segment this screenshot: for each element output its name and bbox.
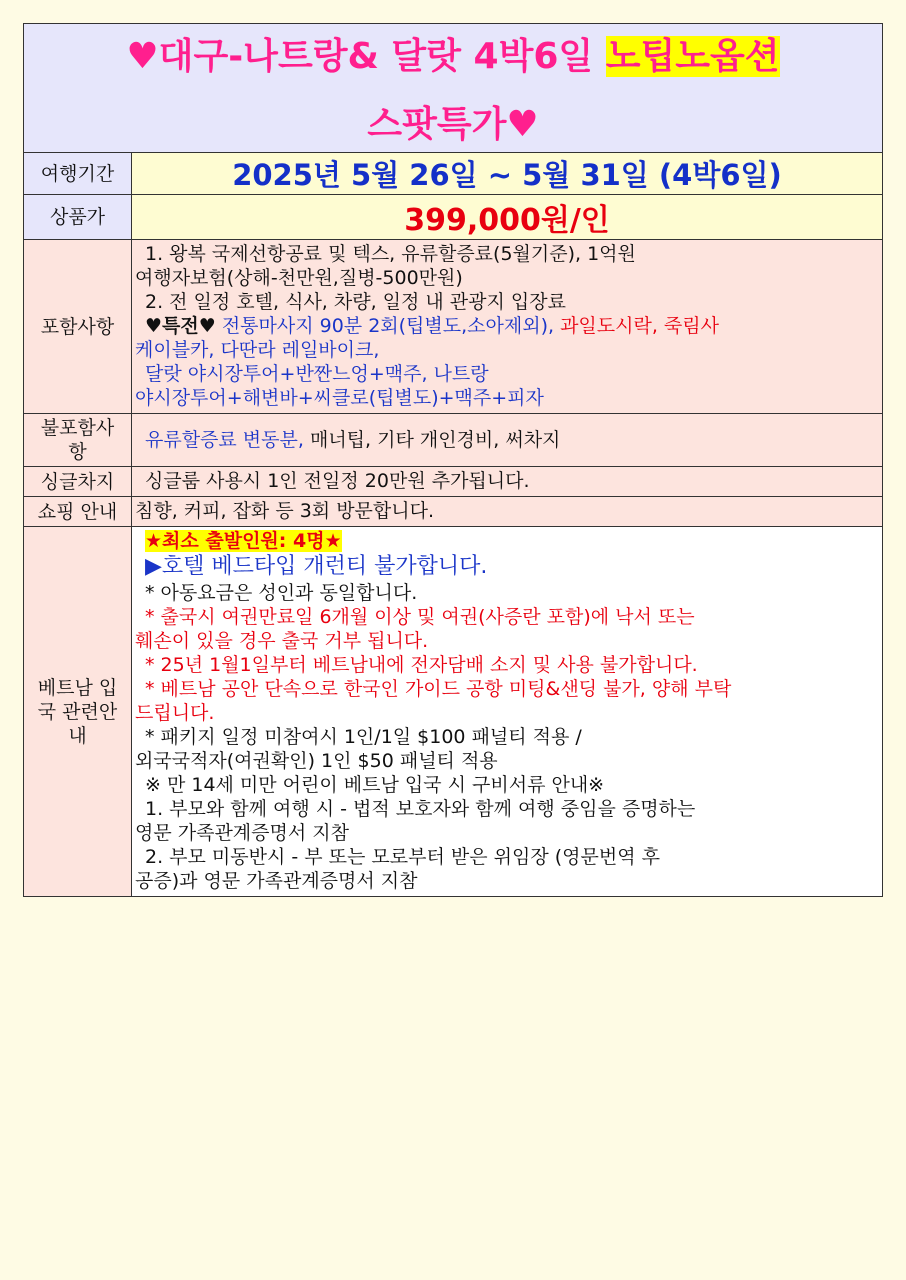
police-notice-2: 드립니다. [135, 702, 215, 724]
minor-docs-1a: 1. 부모와 함께 여행 시 - 법적 보호자와 함께 여행 중임을 증명하는 [145, 798, 696, 820]
penalty-notice-2: 외국국적자(여권확인) 1인 $50 패널티 적용 [135, 750, 498, 772]
single-label: 싱글차지 [24, 467, 132, 497]
passport-notice-1: * 출국시 여권만료일 6개월 이상 및 여권(사증란 포함)에 낙서 또는 [145, 606, 695, 628]
period-value: 2025년 5월 26일 ~ 5월 31일 (4박6일) [132, 153, 883, 195]
included-line-6: 달랏 야시장투어+반짠느엉+맥주, 나트랑 [145, 363, 489, 385]
excluded-row [24, 414, 883, 467]
included-content [132, 240, 883, 414]
period-label: 여행기간 [24, 153, 132, 195]
minor-docs-2b: 공증)과 영문 가족관계증명서 지참 [135, 870, 418, 892]
excluded-label: 불포함사항 [24, 414, 132, 467]
included-line-1: 1. 왕복 국제선항공료 및 텍스, 유류할증료(5월기준), 1억원 [145, 243, 636, 265]
included-special [135, 314, 878, 338]
single-row [24, 467, 883, 497]
shopping-value: 침향, 커피, 잡화 등 3회 방문합니다. [135, 500, 435, 522]
vietnam-content [132, 527, 883, 897]
price-label: 상품가 [24, 195, 132, 240]
included-line-3: 2. 전 일정 호텔, 식사, 차량, 일정 내 관광지 입장료 [145, 291, 566, 313]
title-subtitle: 스팟특가♥ [367, 104, 539, 145]
title-row [24, 24, 883, 153]
included-line-2: 여행자보험(상해-천만원,질병-500만원) [135, 267, 463, 289]
hotel-notice: ▶호텔 베드타입 개런티 불가합니다. [145, 554, 488, 579]
special-fruit: 과일도시락, 죽림사 [554, 315, 719, 337]
police-notice-1: * 베트남 공안 단속으로 한국인 가이드 공항 미팅&샌딩 불가, 양해 부탁 [145, 678, 732, 700]
vietnam-row [24, 527, 883, 897]
special-label: ♥특전♥ [145, 315, 216, 337]
minor-docs-2a: 2. 부모 미동반시 - 부 또는 모로부터 받은 위임장 (영문번역 후 [145, 846, 660, 868]
included-row [24, 240, 883, 414]
excluded-rest: 매너팁, 기타 개인경비, 써차지 [303, 428, 561, 451]
shopping-content [132, 497, 883, 527]
title-main: ♥대구-나트랑& 달랏 4박6일 [126, 36, 606, 77]
minor-docs-title: ※ 만 14세 미만 어린이 베트남 입국 시 구비서류 안내※ [145, 774, 605, 796]
excluded-content [132, 414, 883, 467]
single-content [132, 467, 883, 497]
price-row [24, 195, 883, 240]
child-fee-notice: * 아동요금은 성인과 동일합니다. [145, 582, 418, 604]
vietnam-label: 베트남 입국 관련안내 [24, 527, 132, 897]
period-row [24, 153, 883, 195]
included-line-7: 야시장투어+해변바+씨클로(팁별도)+맥주+피자 [135, 387, 544, 409]
special-massage: 전통마사지 90분 2회(팁별도,소아제외), [215, 315, 555, 337]
title-highlight: 노팁노옵션 [605, 36, 780, 77]
page-title [24, 30, 882, 84]
title-cell [24, 24, 883, 153]
tour-info-table [23, 23, 883, 897]
shopping-row [24, 497, 883, 527]
minor-docs-1b: 영문 가족관계증명서 지참 [135, 822, 349, 844]
ecig-notice: * 25년 1월1일부터 베트남내에 전자담배 소지 및 사용 불가합니다. [145, 654, 698, 676]
excluded-fuel: 유류할증료 변동분, [145, 428, 304, 451]
passport-notice-2: 훼손이 있을 경우 출국 거부 됩니다. [135, 630, 429, 652]
included-label: 포함사항 [24, 240, 132, 414]
included-line-5: 케이블카, 다딴라 레일바이크, [135, 339, 380, 361]
price-value: 399,000원/인 [132, 195, 883, 240]
single-value: 싱글룸 사용시 1인 전일정 20만원 추가됩니다. [145, 470, 530, 492]
shopping-label: 쇼핑 안내 [24, 497, 132, 527]
penalty-notice-1: * 패키지 일정 미참여시 1인/1일 $100 패널티 적용 / [145, 726, 582, 748]
min-people-notice: ★최소 출발인원: 4명★ [145, 530, 342, 552]
